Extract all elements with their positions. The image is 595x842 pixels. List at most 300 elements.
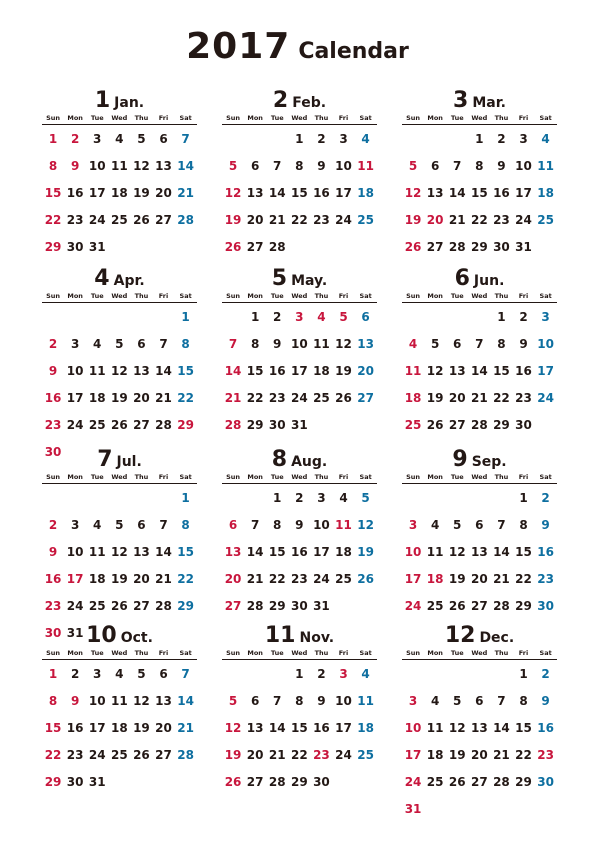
day-cell: 22 bbox=[44, 748, 62, 762]
day-cell: 25 bbox=[88, 418, 106, 432]
day-cell: 23 bbox=[537, 572, 554, 586]
day-cell: 28 bbox=[268, 240, 286, 254]
weekday-label: Wed bbox=[111, 649, 128, 657]
month-header bbox=[42, 266, 197, 292]
day-cell: 11 bbox=[357, 694, 374, 708]
day-cell: 1 bbox=[273, 491, 282, 505]
day-cell: 14 bbox=[177, 159, 194, 173]
day-cell: 19 bbox=[110, 572, 128, 586]
day-cell: 11 bbox=[404, 364, 422, 378]
weekday-label: Fri bbox=[518, 649, 529, 657]
day-cell: 25 bbox=[426, 599, 444, 613]
day-cell: 15 bbox=[515, 545, 532, 559]
empty-cell bbox=[222, 485, 244, 512]
weekday-header bbox=[402, 649, 557, 660]
day-cell: 24 bbox=[88, 213, 106, 227]
day-cell: 31 bbox=[88, 240, 106, 254]
weekday-label: Sat bbox=[359, 292, 372, 300]
day-cell: 6 bbox=[250, 694, 260, 708]
day-cell: 24 bbox=[66, 599, 84, 613]
month-block bbox=[222, 88, 377, 261]
weekday-header bbox=[222, 114, 377, 125]
day-cell: 11 bbox=[335, 518, 352, 532]
empty-cell bbox=[64, 304, 86, 331]
weekday-header bbox=[42, 473, 197, 484]
empty-cell bbox=[424, 126, 446, 153]
day-cell: 5 bbox=[361, 491, 370, 505]
month-block bbox=[402, 447, 557, 620]
month-header bbox=[402, 266, 557, 292]
month-block bbox=[42, 88, 197, 261]
day-cell: 11 bbox=[426, 545, 444, 559]
day-cell: 13 bbox=[426, 186, 444, 200]
day-cell: 5 bbox=[408, 159, 418, 173]
day-cell: 6 bbox=[430, 159, 440, 173]
day-cell: 8 bbox=[250, 337, 260, 351]
day-cell: 11 bbox=[426, 721, 444, 735]
day-cell: 16 bbox=[44, 391, 62, 405]
day-cell: 23 bbox=[268, 391, 286, 405]
day-cell: 24 bbox=[66, 418, 84, 432]
day-cell: 5 bbox=[430, 337, 440, 351]
day-cell: 29 bbox=[470, 240, 488, 254]
month-name: Jul. bbox=[116, 454, 142, 470]
weekday-label: Sun bbox=[46, 473, 61, 481]
day-cell: 28 bbox=[155, 418, 172, 432]
month-block bbox=[42, 447, 197, 647]
weekday-label: Fri bbox=[338, 114, 349, 122]
day-cell: 6 bbox=[361, 310, 370, 324]
weekday-label: Sat bbox=[539, 114, 552, 122]
day-cell: 5 bbox=[228, 694, 238, 708]
day-cell: 17 bbox=[404, 572, 422, 586]
day-cell: 1 bbox=[475, 132, 484, 146]
weekday-label: Fri bbox=[338, 649, 349, 657]
day-cell: 20 bbox=[133, 572, 150, 586]
day-cell: 1 bbox=[250, 310, 260, 324]
weekday-label: Fri bbox=[158, 292, 169, 300]
day-cell: 17 bbox=[537, 364, 554, 378]
day-cell: 27 bbox=[246, 775, 264, 789]
day-cell: 2 bbox=[317, 132, 326, 146]
day-cell: 16 bbox=[515, 364, 532, 378]
weekday-label: Sun bbox=[226, 473, 241, 481]
day-cell: 27 bbox=[224, 599, 242, 613]
day-cell: 7 bbox=[159, 337, 168, 351]
weekday-label: Mon bbox=[427, 649, 443, 657]
day-cell: 15 bbox=[290, 721, 308, 735]
day-cell: 28 bbox=[224, 418, 242, 432]
day-cell: 22 bbox=[177, 572, 194, 586]
day-cell: 28 bbox=[246, 599, 264, 613]
day-cell: 27 bbox=[133, 599, 150, 613]
day-cell: 15 bbox=[177, 364, 194, 378]
weekday-label: Sat bbox=[179, 292, 192, 300]
day-cell: 22 bbox=[290, 213, 308, 227]
weekday-label: Sat bbox=[539, 649, 552, 657]
month-name: Mar. bbox=[472, 95, 506, 111]
weekday-label: Thu bbox=[314, 292, 329, 300]
day-cell: 25 bbox=[404, 418, 422, 432]
day-cell: 16 bbox=[537, 545, 554, 559]
day-cell: 15 bbox=[290, 186, 308, 200]
weekday-label: Wed bbox=[471, 292, 488, 300]
day-cell: 13 bbox=[224, 545, 242, 559]
weekday-header bbox=[222, 292, 377, 303]
empty-cell bbox=[86, 304, 108, 331]
day-cell: 3 bbox=[541, 310, 550, 324]
day-cell: 27 bbox=[470, 599, 488, 613]
weekday-label: Tue bbox=[270, 649, 284, 657]
day-cell: 2 bbox=[497, 132, 506, 146]
weekday-label: Tue bbox=[90, 114, 104, 122]
day-cell: 29 bbox=[44, 775, 62, 789]
weekday-label: Thu bbox=[314, 114, 329, 122]
day-cell: 21 bbox=[177, 186, 194, 200]
day-cell: 10 bbox=[335, 159, 352, 173]
empty-cell bbox=[42, 485, 64, 512]
day-cell: 16 bbox=[537, 721, 554, 735]
day-cell: 4 bbox=[93, 337, 102, 351]
day-cell: 4 bbox=[115, 667, 124, 681]
day-cell: 17 bbox=[515, 186, 532, 200]
weekday-label: Sun bbox=[46, 114, 61, 122]
weekday-label: Wed bbox=[111, 292, 128, 300]
day-cell: 8 bbox=[295, 159, 304, 173]
weekday-header bbox=[402, 292, 557, 303]
day-cell: 17 bbox=[66, 391, 84, 405]
day-cell: 30 bbox=[537, 599, 554, 613]
day-cell: 14 bbox=[493, 545, 510, 559]
empty-cell bbox=[446, 126, 468, 153]
day-cell: 21 bbox=[493, 572, 510, 586]
day-cell: 29 bbox=[44, 240, 62, 254]
day-cell: 21 bbox=[155, 391, 172, 405]
day-cell: 22 bbox=[493, 391, 510, 405]
day-cell: 5 bbox=[453, 694, 462, 708]
day-cell: 14 bbox=[155, 545, 172, 559]
empty-cell bbox=[424, 304, 446, 331]
day-cell: 25 bbox=[110, 213, 128, 227]
day-cell: 18 bbox=[110, 721, 128, 735]
day-cell: 15 bbox=[515, 721, 532, 735]
day-cell: 16 bbox=[290, 545, 308, 559]
month-number: 5 bbox=[271, 266, 288, 291]
day-cell: 5 bbox=[228, 159, 238, 173]
day-cell: 9 bbox=[48, 364, 58, 378]
month-number: 7 bbox=[97, 447, 113, 472]
weekday-label: Mon bbox=[247, 114, 263, 122]
day-cell: 1 bbox=[295, 132, 304, 146]
day-cell: 10 bbox=[313, 518, 330, 532]
month-number: 1 bbox=[94, 88, 111, 113]
day-cell: 24 bbox=[404, 775, 422, 789]
day-cell: 1 bbox=[519, 491, 528, 505]
day-cell: 9 bbox=[70, 694, 80, 708]
day-cell: 4 bbox=[361, 667, 370, 681]
day-cell: 5 bbox=[453, 518, 462, 532]
day-cell: 16 bbox=[313, 186, 330, 200]
month-name: Dec. bbox=[479, 630, 515, 646]
day-cell: 3 bbox=[70, 518, 80, 532]
day-cell: 21 bbox=[155, 572, 172, 586]
day-cell: 4 bbox=[430, 694, 440, 708]
day-cell: 18 bbox=[537, 186, 554, 200]
weekday-label: Sun bbox=[226, 649, 241, 657]
day-cell: 16 bbox=[313, 721, 330, 735]
empty-cell bbox=[130, 485, 152, 512]
month-number: 12 bbox=[444, 623, 476, 648]
day-cell: 22 bbox=[177, 391, 194, 405]
weekday-label: Sat bbox=[539, 292, 552, 300]
day-cell: 14 bbox=[224, 364, 242, 378]
day-cell: 21 bbox=[268, 213, 286, 227]
empty-cell bbox=[266, 126, 288, 153]
empty-cell bbox=[468, 304, 490, 331]
day-cell: 15 bbox=[44, 186, 62, 200]
day-cell: 30 bbox=[537, 775, 554, 789]
day-cell: 12 bbox=[224, 721, 242, 735]
empty-cell bbox=[130, 304, 152, 331]
empty-cell bbox=[86, 485, 108, 512]
day-cell: 6 bbox=[475, 694, 484, 708]
empty-cell bbox=[446, 304, 468, 331]
day-cell: 14 bbox=[493, 721, 510, 735]
weekday-header bbox=[402, 473, 557, 484]
day-cell: 23 bbox=[66, 748, 84, 762]
day-cell: 15 bbox=[177, 545, 194, 559]
day-cell: 20 bbox=[246, 213, 264, 227]
month-header bbox=[42, 88, 197, 114]
empty-cell bbox=[490, 485, 512, 512]
day-cell: 6 bbox=[137, 518, 146, 532]
empty-cell bbox=[402, 661, 424, 688]
weekday-header bbox=[42, 292, 197, 303]
day-cell: 5 bbox=[137, 667, 146, 681]
day-cell: 25 bbox=[313, 391, 330, 405]
day-cell: 19 bbox=[448, 748, 466, 762]
day-cell: 24 bbox=[515, 213, 532, 227]
day-cell: 9 bbox=[295, 518, 304, 532]
weekday-label: Sat bbox=[539, 473, 552, 481]
day-cell: 2 bbox=[519, 310, 528, 324]
day-cell: 30 bbox=[515, 418, 532, 432]
day-cell: 8 bbox=[181, 337, 190, 351]
day-cell: 30 bbox=[268, 418, 286, 432]
day-cell: 10 bbox=[335, 694, 352, 708]
day-cell: 7 bbox=[453, 159, 462, 173]
day-cell: 21 bbox=[246, 572, 264, 586]
day-cell: 17 bbox=[88, 721, 106, 735]
day-cell: 7 bbox=[475, 337, 484, 351]
day-cell: 4 bbox=[408, 337, 418, 351]
day-cell: 26 bbox=[448, 599, 466, 613]
day-cell: 21 bbox=[268, 748, 286, 762]
day-cell: 5 bbox=[137, 132, 146, 146]
day-cell: 14 bbox=[268, 186, 286, 200]
day-cell: 7 bbox=[273, 159, 282, 173]
day-grid bbox=[402, 126, 557, 261]
weekday-label: Wed bbox=[111, 473, 128, 481]
day-cell: 5 bbox=[339, 310, 348, 324]
day-cell: 1 bbox=[48, 667, 58, 681]
day-cell: 20 bbox=[470, 748, 488, 762]
day-cell: 14 bbox=[246, 545, 264, 559]
weekday-label: Mon bbox=[247, 292, 263, 300]
day-cell: 8 bbox=[475, 159, 484, 173]
day-cell: 23 bbox=[44, 599, 62, 613]
day-cell: 8 bbox=[519, 694, 528, 708]
empty-cell bbox=[402, 304, 424, 331]
page-title bbox=[0, 26, 595, 67]
empty-cell bbox=[468, 485, 490, 512]
day-cell: 11 bbox=[537, 159, 554, 173]
day-cell: 15 bbox=[268, 545, 286, 559]
day-cell: 15 bbox=[44, 721, 62, 735]
day-cell: 28 bbox=[493, 599, 510, 613]
weekday-header bbox=[222, 473, 377, 484]
day-cell: 9 bbox=[519, 337, 528, 351]
day-cell: 25 bbox=[88, 599, 106, 613]
day-cell: 12 bbox=[133, 159, 150, 173]
day-cell: 22 bbox=[246, 391, 264, 405]
weekday-label: Wed bbox=[111, 114, 128, 122]
day-cell: 11 bbox=[88, 545, 106, 559]
day-cell: 15 bbox=[493, 364, 510, 378]
day-cell: 7 bbox=[181, 667, 190, 681]
day-cell: 27 bbox=[155, 213, 172, 227]
month-block bbox=[222, 266, 377, 439]
weekday-label: Fri bbox=[518, 473, 529, 481]
day-cell: 10 bbox=[404, 721, 422, 735]
day-cell: 11 bbox=[357, 159, 374, 173]
day-cell: 13 bbox=[470, 721, 488, 735]
day-cell: 1 bbox=[181, 310, 190, 324]
day-grid bbox=[402, 304, 557, 439]
day-cell: 14 bbox=[470, 364, 488, 378]
month-number: 11 bbox=[264, 623, 296, 648]
day-cell: 26 bbox=[224, 240, 242, 254]
day-cell: 20 bbox=[246, 748, 264, 762]
day-grid bbox=[402, 661, 557, 823]
day-cell: 18 bbox=[404, 391, 422, 405]
empty-cell bbox=[490, 661, 512, 688]
month-block bbox=[42, 266, 197, 466]
day-cell: 11 bbox=[110, 694, 128, 708]
day-cell: 14 bbox=[155, 364, 172, 378]
empty-cell bbox=[424, 661, 446, 688]
day-cell: 7 bbox=[159, 518, 168, 532]
day-cell: 17 bbox=[313, 545, 330, 559]
empty-cell bbox=[402, 126, 424, 153]
day-cell: 16 bbox=[66, 721, 84, 735]
empty-cell bbox=[446, 661, 468, 688]
day-cell: 23 bbox=[515, 391, 532, 405]
day-cell: 25 bbox=[357, 748, 374, 762]
day-cell: 18 bbox=[357, 721, 374, 735]
day-cell: 3 bbox=[70, 337, 80, 351]
day-cell: 27 bbox=[426, 240, 444, 254]
day-cell: 27 bbox=[133, 418, 150, 432]
weekday-label: Fri bbox=[158, 473, 169, 481]
month-block bbox=[402, 623, 557, 823]
day-cell: 9 bbox=[48, 545, 58, 559]
empty-cell bbox=[108, 304, 130, 331]
month-name: Nov. bbox=[299, 630, 335, 646]
month-header bbox=[402, 88, 557, 114]
day-cell: 6 bbox=[159, 667, 168, 681]
day-cell: 26 bbox=[357, 572, 374, 586]
month-block bbox=[402, 88, 557, 261]
day-cell: 2 bbox=[295, 491, 304, 505]
weekday-label: Mon bbox=[67, 473, 83, 481]
day-cell: 1 bbox=[497, 310, 506, 324]
day-cell: 26 bbox=[404, 240, 422, 254]
empty-cell bbox=[108, 485, 130, 512]
weekday-label: Thu bbox=[134, 114, 149, 122]
month-header bbox=[222, 623, 377, 649]
month-number: 10 bbox=[86, 623, 117, 648]
weekday-label: Wed bbox=[471, 114, 488, 122]
day-cell: 13 bbox=[155, 694, 172, 708]
day-cell: 7 bbox=[250, 518, 260, 532]
weekday-label: Fri bbox=[338, 473, 349, 481]
day-cell: 22 bbox=[44, 213, 62, 227]
weekday-label: Tue bbox=[90, 473, 104, 481]
day-cell: 29 bbox=[515, 599, 532, 613]
day-cell: 22 bbox=[515, 748, 532, 762]
day-cell: 28 bbox=[470, 418, 488, 432]
month-number: 8 bbox=[271, 447, 288, 472]
day-cell: 29 bbox=[515, 775, 532, 789]
day-cell: 26 bbox=[426, 418, 444, 432]
day-cell: 20 bbox=[133, 391, 150, 405]
weekday-label: Tue bbox=[450, 473, 464, 481]
day-cell: 31 bbox=[66, 626, 84, 640]
day-cell: 8 bbox=[48, 694, 58, 708]
empty-cell bbox=[424, 485, 446, 512]
day-cell: 25 bbox=[357, 213, 374, 227]
weekday-label: Thu bbox=[314, 649, 329, 657]
day-cell: 28 bbox=[448, 240, 466, 254]
day-cell: 20 bbox=[470, 572, 488, 586]
weekday-label: Mon bbox=[67, 649, 83, 657]
day-cell: 16 bbox=[493, 186, 510, 200]
day-cell: 21 bbox=[470, 391, 488, 405]
day-grid bbox=[402, 485, 557, 620]
month-name: Jan. bbox=[114, 95, 145, 111]
weekday-label: Wed bbox=[291, 292, 308, 300]
day-cell: 22 bbox=[268, 572, 286, 586]
weekday-label: Sat bbox=[179, 114, 192, 122]
day-cell: 23 bbox=[44, 418, 62, 432]
weekday-label: Thu bbox=[134, 649, 149, 657]
day-cell: 8 bbox=[295, 694, 304, 708]
day-cell: 7 bbox=[497, 694, 506, 708]
day-cell: 3 bbox=[339, 667, 348, 681]
weekday-label: Wed bbox=[471, 473, 488, 481]
day-grid bbox=[222, 304, 377, 439]
day-cell: 26 bbox=[133, 213, 150, 227]
day-cell: 11 bbox=[313, 337, 330, 351]
day-cell: 26 bbox=[133, 748, 150, 762]
day-cell: 3 bbox=[93, 132, 102, 146]
day-cell: 21 bbox=[224, 391, 242, 405]
day-cell: 22 bbox=[290, 748, 308, 762]
day-cell: 13 bbox=[357, 337, 374, 351]
weekday-label: Thu bbox=[494, 473, 509, 481]
day-cell: 19 bbox=[448, 572, 466, 586]
